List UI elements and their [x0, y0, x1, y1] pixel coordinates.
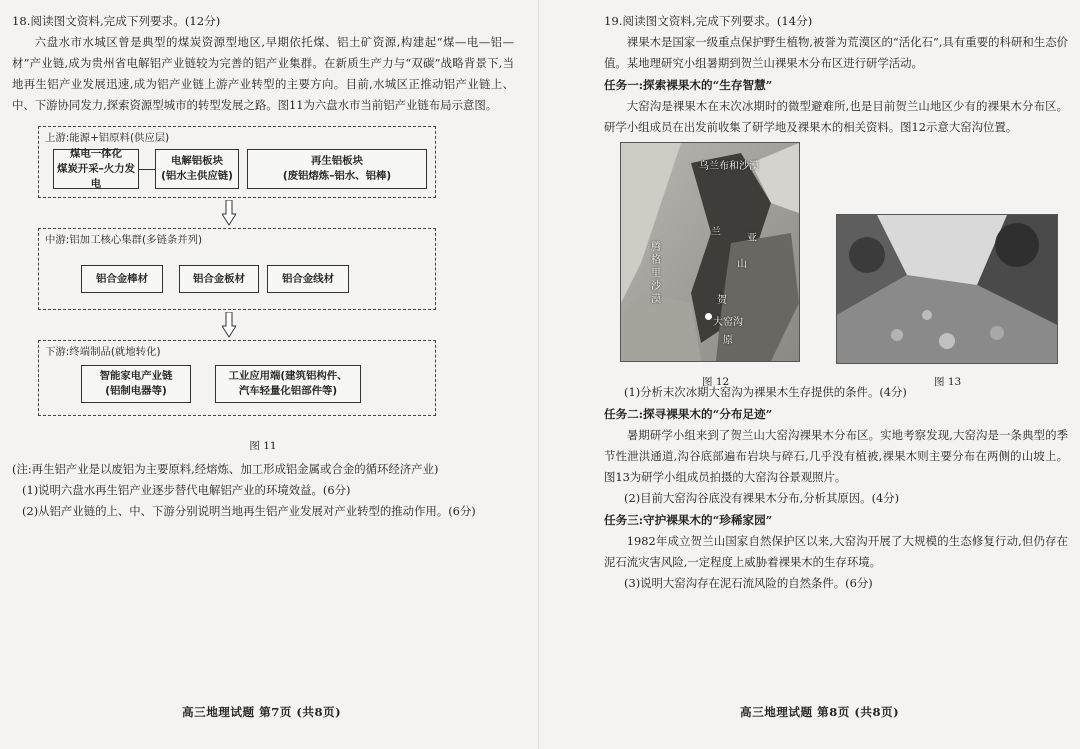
smart-appliance-line2: (铝制电器等) — [105, 385, 167, 397]
map-label-desert: 乌兰布和沙漠 — [699, 161, 759, 172]
figure-13-valley-photo — [836, 214, 1058, 364]
recycled-line1: 再生铝板块 — [311, 155, 363, 167]
industrial-line1: 工业应用端(建筑铝构件、 — [228, 370, 348, 382]
upstream-title: 上游:能源+铝原料(供应层) — [45, 132, 170, 144]
midstream-title: 中游:铝加工核心集群(多链条并列) — [45, 234, 203, 246]
task1-text: 大窑沟是裸果木在末次冰期时的微型避难所,也是目前贺兰山地区少有的裸果木分布区。研学小组成员在出发前收集了研学地及裸果木的相关资料。图12示意大窑沟位置。 — [604, 99, 1068, 134]
figure-13-caption: 图 13 — [934, 376, 962, 388]
smart-appliance-line1: 智能家电产业链 — [99, 370, 173, 382]
valley-photo — [837, 215, 1057, 363]
map-label-lan: 兰 — [711, 227, 721, 238]
task3-title: 任务三:守护裸果木的“珍稀家园” — [604, 513, 773, 527]
q19-intro: 裸果木是国家一级重点保护野生植物,被誉为荒漠区的“活化石”,具有重要的科研和生态价值。某地理研究小组暑期到贺兰山裸果木分布区进行研学活动。 — [604, 35, 1068, 70]
upstream-tier — [38, 126, 436, 198]
right-page-footer: 高三地理试题 第8页 (共8页) — [740, 705, 900, 719]
midstream-tier — [38, 228, 436, 310]
figure-11-caption: 图 11 — [249, 440, 277, 452]
figure-12-satellite-map — [620, 142, 800, 362]
map-label-location: 大窑沟 — [713, 317, 743, 328]
q19-heading: 19.阅读图文资料,完成下列要求。(14分) — [604, 14, 813, 28]
midstream-item-plate: 铝合金板材 — [179, 265, 259, 293]
coal-power-line2: 煤炭开采–火力发电 — [57, 162, 135, 190]
down-arrow-icon — [222, 200, 236, 226]
recycled-aluminum-box — [247, 149, 427, 189]
q18-intro: 六盘水市水城区曾是典型的煤炭资源型地区,早期依托煤、铝土矿资源,构建起“煤—电—铝—材”产业链,成为贵州省电解铝产业链较为完善的铝产业集群。在新质生产力与“双碳”战略背景下,当地再生铝产业发展迅速,成为铝产业链上游产业转型的主要方向。目前,水城区正推动铝产业链上、中、下游协同发力,探索资源型城市的转型发展之路。图11为六盘水市当前铝产业链布局示意图。 — [12, 35, 514, 112]
midstream-item-rod: 铝合金棒材 — [81, 265, 163, 293]
figure-11-flowchart — [38, 126, 438, 432]
electrolytic-line1: 电解铝板块 — [171, 155, 223, 167]
note-text: (注:再生铝产业是以废铝为主要原料,经熔炼、加工形成铝金属或合金的循环经济产业) — [12, 462, 439, 476]
q18-part1: (1)说明六盘水再生铝产业逐步替代电解铝产业的环境效益。(6分) — [22, 483, 351, 497]
map-label-shan: 山 — [737, 259, 747, 270]
smart-appliance-box — [81, 365, 191, 403]
downstream-tier — [38, 340, 436, 416]
map-label-he: 贺 — [717, 295, 727, 306]
task1-title: 任务一:探索裸果木的“生存智慧” — [604, 78, 773, 92]
industrial-line2: 汽车轻量化铝部件等) — [238, 385, 338, 397]
task2-title: 任务二:探寻裸果木的“分布足迹” — [604, 407, 773, 421]
task3-text: 1982年成立贺兰山国家自然保护区以来,大窑沟开展了大规模的生态修复行动,但仍存在泥石流灾害风险,一定程度上威胁着裸果木的生存环境。 — [604, 534, 1068, 569]
q19-part1: (1)分析末次冰期大窑沟为裸果木生存提供的条件。(4分) — [624, 385, 907, 399]
electrolytic-aluminum-box — [155, 149, 239, 189]
down-arrow-icon — [222, 312, 236, 338]
recycled-line2: (废铝熔炼–铝水、铝棒) — [282, 170, 392, 182]
midstream-item-wire: 铝合金线材 — [267, 265, 349, 293]
arrow-coal-to-electrolytic — [139, 169, 155, 170]
map-label-tengger: 腾格里沙漠 — [651, 242, 661, 305]
figure-12-caption: 图 12 — [702, 376, 730, 388]
q19-part2: (2)目前大窑沟谷底没有裸果木分布,分析其原因。(4分) — [624, 491, 900, 505]
right-page — [540, 0, 1080, 749]
map-label-yuan: 原 — [723, 335, 733, 346]
q18-part2: (2)从铝产业链的上、中、下游分别说明当地再生铝产业发展对产业转型的推动作用。(6分) — [22, 504, 476, 518]
coal-power-box — [53, 149, 139, 189]
task2-text: 暑期研学小组来到了贺兰山大窑沟裸果木分布区。实地考察发现,大窑沟是一条典型的季节性泄洪通道,沟谷底部遍布岩块与碎石,几乎没有植被,裸果木则主要分布在两侧的山坡上。图13为研学小组成员拍摄的大窑沟谷景观照片。 — [604, 428, 1068, 484]
left-page-footer: 高三地理试题 第7页 (共8页) — [182, 705, 342, 719]
location-marker-icon — [705, 313, 712, 320]
coal-power-line1: 煤电一体化 — [70, 147, 122, 160]
figures-12-13 — [604, 142, 1068, 388]
downstream-title: 下游:终端制品(就地转化) — [45, 346, 161, 358]
electrolytic-line2: (铝水主供应链) — [161, 170, 233, 182]
industrial-application-box — [215, 365, 361, 403]
map-label-ya: 亚 — [747, 233, 757, 244]
q19-part3: (3)说明大窑沟存在泥石流风险的自然条件。(6分) — [624, 576, 873, 590]
q18-heading: 18.阅读图文资料,完成下列要求。(12分) — [12, 14, 221, 28]
satellite-image — [621, 143, 799, 361]
